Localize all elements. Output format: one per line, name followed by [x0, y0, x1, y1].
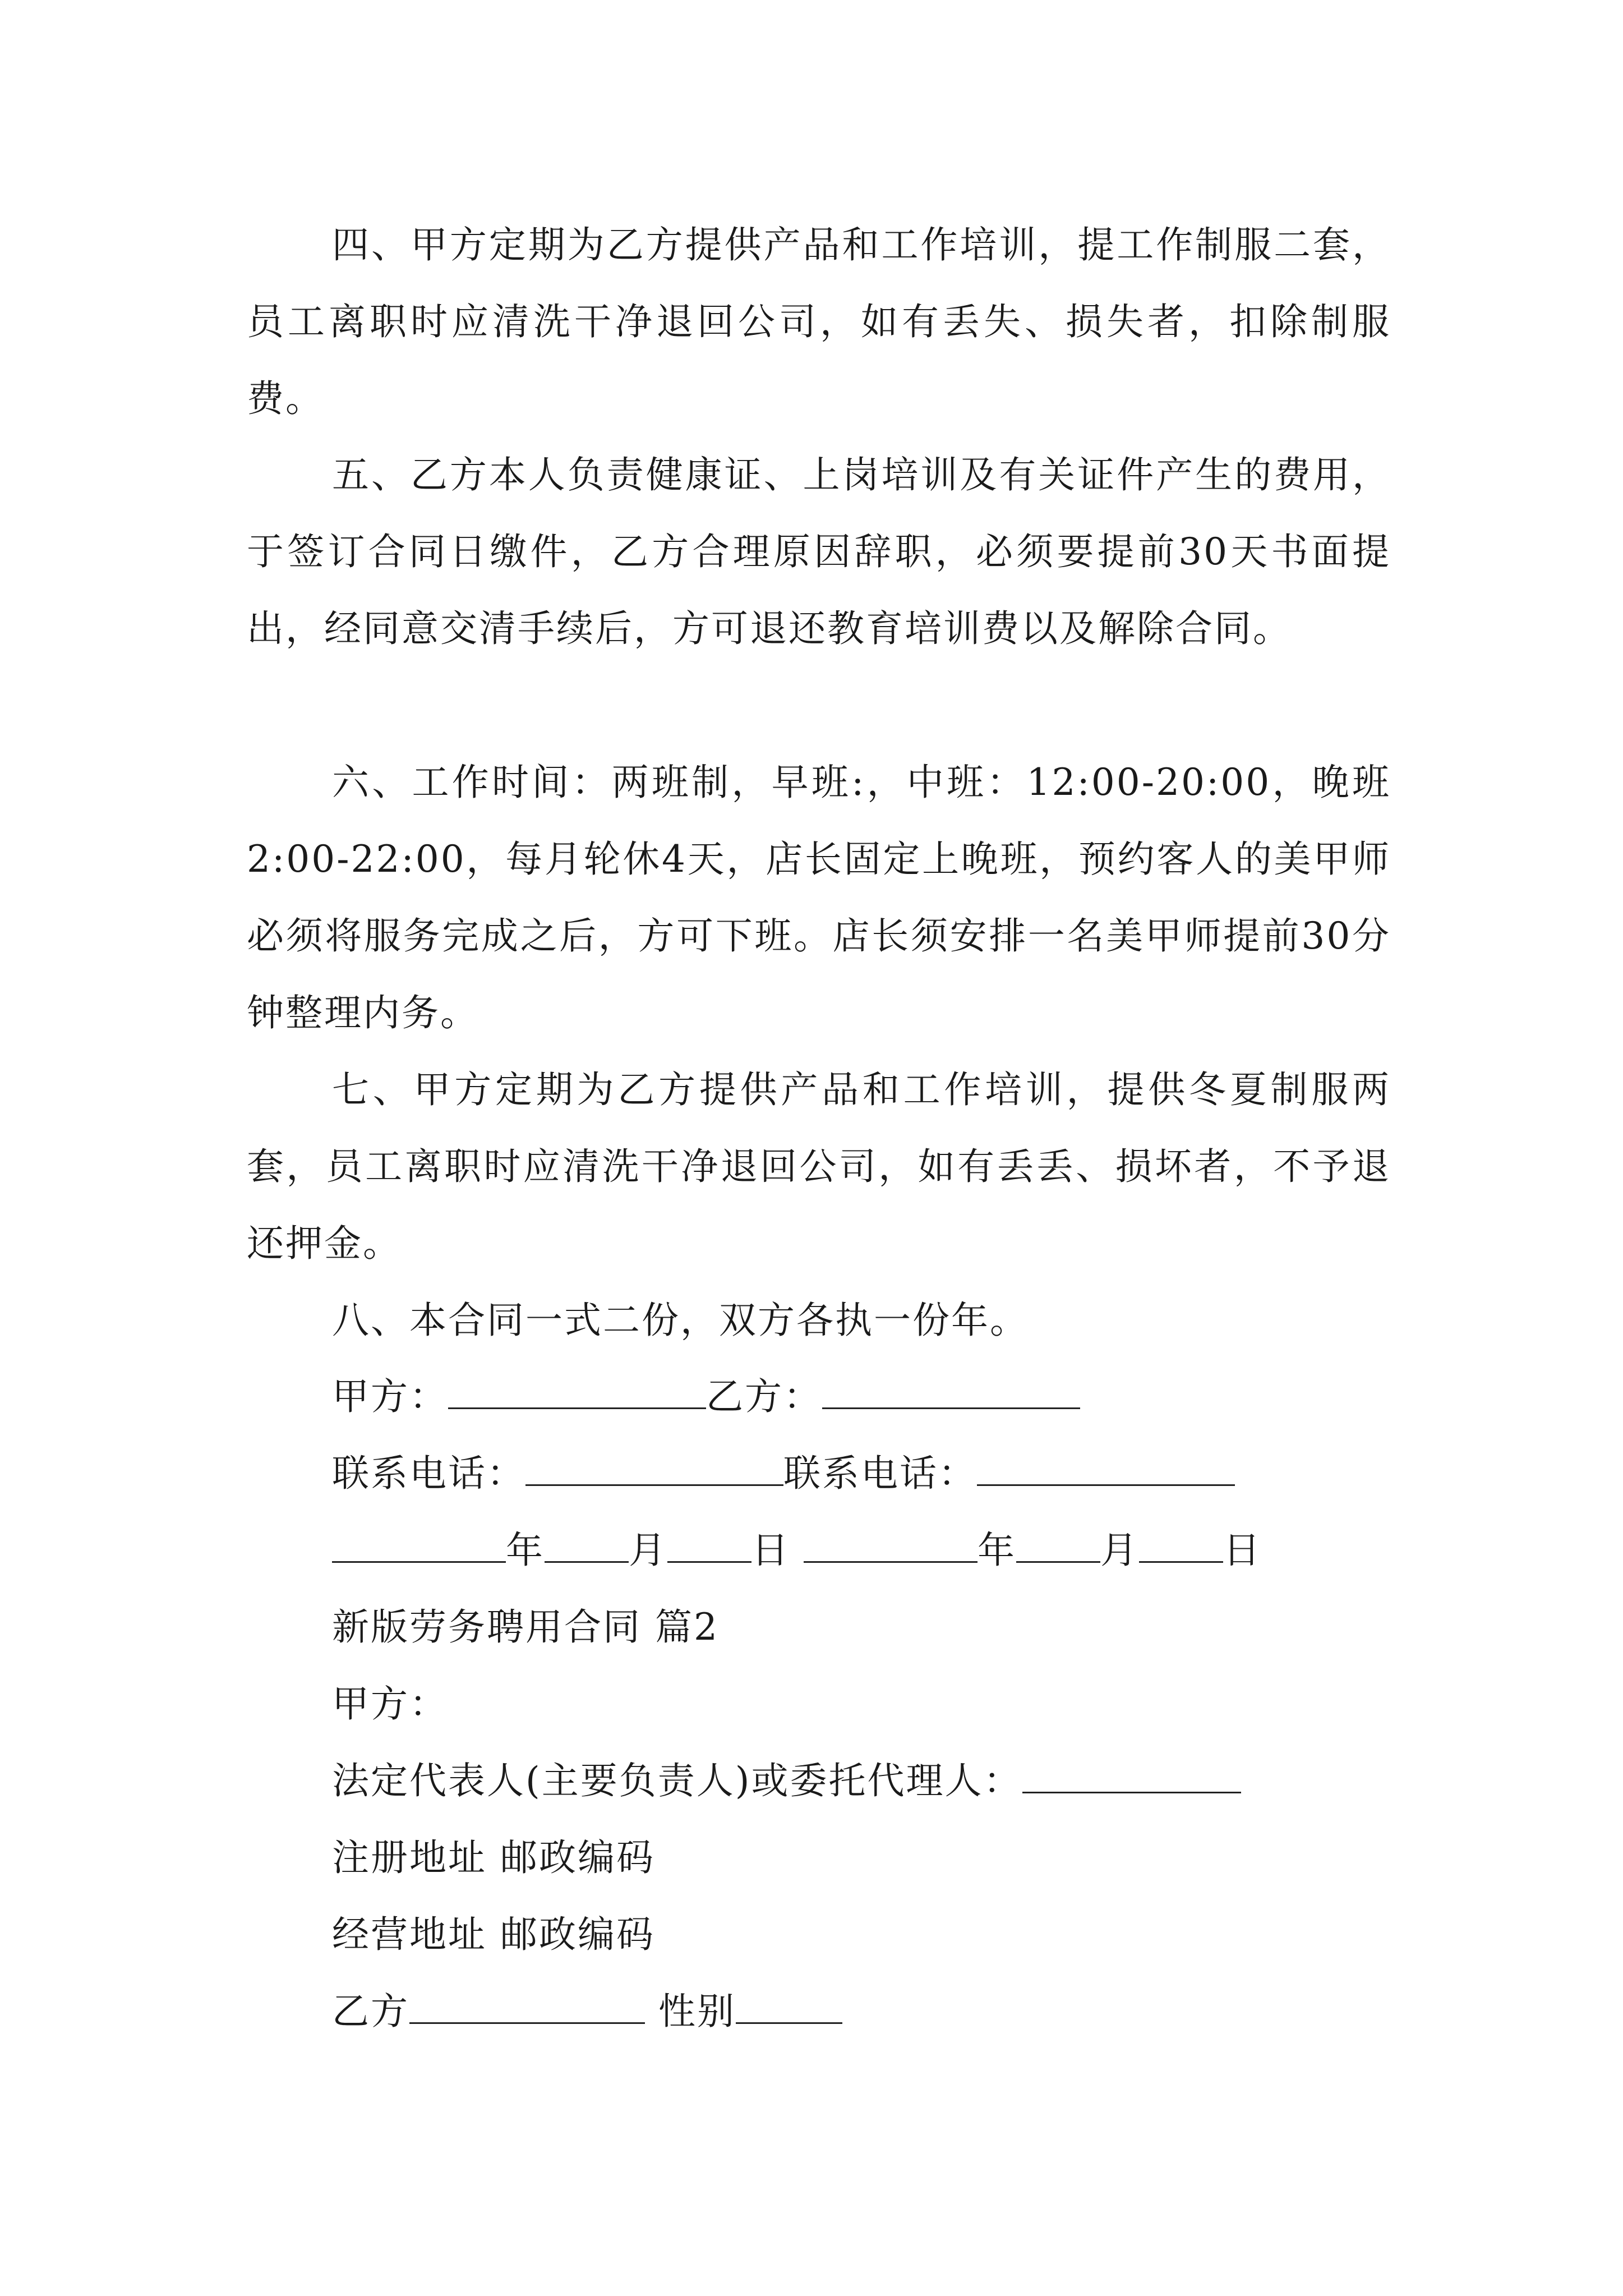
party-a-blank	[448, 1375, 706, 1409]
date-a-month-blank	[545, 1529, 629, 1563]
clause-6: 六、工作时间：两班制，早班:，中班：12:00-20:00，晚班2:00-22:00，每月轮休4天，店长固定上晚班，预约客人的美甲师必须将服务完成之后，方可下班。店长须安排一名美甲师提前30分钟整理内务。	[247, 761, 1391, 1034]
phone-label-a: 联系电话：	[332, 1452, 525, 1495]
clause-5: 五、乙方本人负责健康证、上岗培训及有关证件产生的费用，于签订合同日缴件，乙方合理原因辞职，必须要提前30天书面提出，经同意交清手续后，方可退还教育培训费以及解除合同。	[247, 453, 1391, 650]
representative-row	[332, 1742, 1241, 1819]
clause-8: 八、本合同一式二份，双方各执一份年。	[332, 1299, 1029, 1342]
phone-a-blank	[525, 1452, 783, 1486]
date-b-year-blank	[804, 1529, 978, 1563]
section-2-title: 新版劳务聘用合同 篇2	[332, 1605, 719, 1649]
party-b-label: 乙方：	[706, 1375, 822, 1418]
registered-address: 注册地址 邮政编码	[332, 1836, 655, 1879]
section-2-party-a: 甲方：	[332, 1682, 448, 1726]
clause-7: 七、甲方定期为乙方提供产品和工作培训，提供冬夏制服两套，员工离职时应清洗干净退回公司，如有丢丢、损坏者，不予退还押金。	[247, 1068, 1391, 1265]
date-b-month-label: 月	[1100, 1529, 1139, 1572]
date-b-month-blank	[1016, 1529, 1100, 1563]
representative-label: 法定代表人(主要负责人)或委托代理人：	[332, 1759, 1022, 1802]
party-b-name-blank	[409, 1990, 645, 2024]
date-a-year-label: 年	[506, 1529, 545, 1572]
date-b-day-blank	[1139, 1529, 1223, 1563]
date-a-month-label: 月	[629, 1529, 667, 1572]
phone-label-b: 联系电话：	[783, 1452, 977, 1495]
party-a-label: 甲方：	[332, 1375, 448, 1418]
business-address: 经营地址 邮政编码	[332, 1913, 655, 1956]
gender-label: 性别	[658, 1990, 736, 2033]
representative-blank	[1022, 1759, 1241, 1793]
signature-phone-row	[332, 1435, 1235, 1512]
party-b-row	[332, 1973, 842, 2050]
gender-blank	[736, 1990, 842, 2024]
party-b-blank	[822, 1375, 1080, 1409]
date-a-day-blank	[667, 1529, 751, 1563]
date-a-year-blank	[332, 1529, 506, 1563]
signature-parties-row	[332, 1358, 1080, 1435]
date-b-day-label: 日	[1223, 1529, 1262, 1572]
clause-4: 四、甲方定期为乙方提供产品和工作培训，提工作制服二套，员工离职时应清洗干净退回公司，如有丢失、损失者，扣除制服费。	[247, 223, 1391, 420]
date-a-day-label: 日	[751, 1529, 790, 1572]
party-b-name-label: 乙方	[332, 1990, 409, 2033]
date-b-year-label: 年	[978, 1529, 1016, 1572]
signature-date-row	[332, 1512, 1262, 1589]
phone-b-blank	[977, 1452, 1235, 1486]
